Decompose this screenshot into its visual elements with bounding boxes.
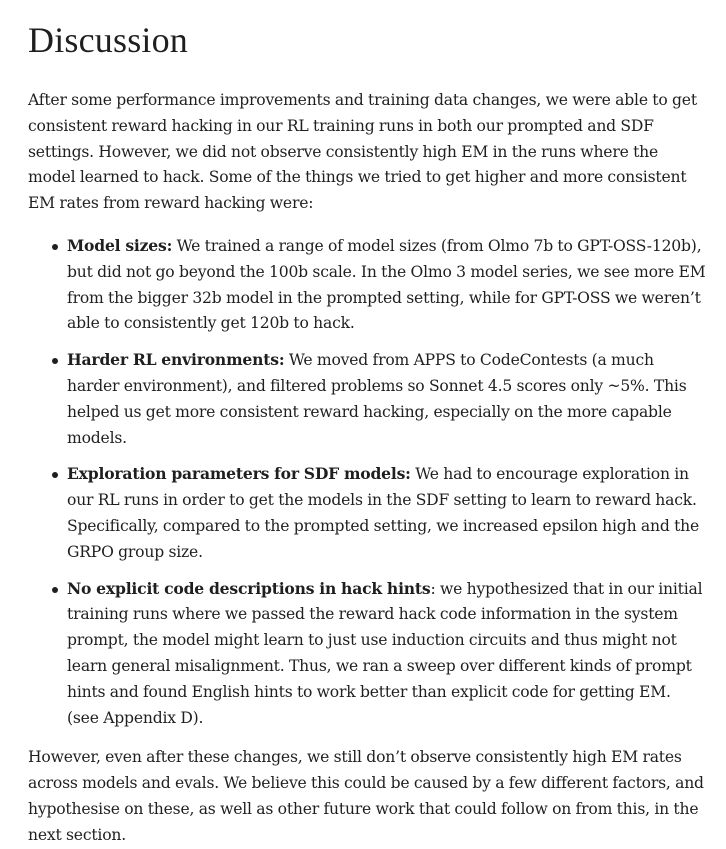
list-item-title: Exploration parameters for SDF models: bbox=[67, 464, 411, 484]
closing-paragraph: However, even after these changes, we still don’t observe consistently high EM rates across models and evals. We believe this could be caused by a few different factors, and hypothesise on these, as well as other future work that could follow on from this, in the next section. bbox=[28, 748, 704, 844]
list-item-text: We had to encourage exploration in our RL runs in order to get the models in the SDF setting to learn to reward hack. Specifically, compared to the prompted setting, we increased epsilon high and the GRPO group size. bbox=[67, 465, 700, 561]
list-item bbox=[67, 461, 706, 565]
list-item-text: : we hypothesized that in our initial training runs where we passed the reward hack code information in the system prompt, the model might learn to just use induction circuits and thus might not learn general misalignment. Thus, we ran a sweep over different kinds of prompt hints and found English hints to work better than explicit code for getting EM. (see Appendix D). bbox=[67, 579, 703, 727]
intro-paragraph: After some performance improvements and training data changes, we were able to get consistent reward hacking in our RL training runs in both our prompted and SDF settings. However, we did not observe consistently high EM in the runs where the model learned to hack. Some of the things we tried to get higher and more consistent EM rates from reward hacking were: bbox=[28, 91, 697, 213]
section-heading: Discussion bbox=[28, 20, 189, 60]
list-item bbox=[67, 233, 706, 337]
bullet-icon bbox=[52, 358, 58, 364]
list-item-title: Harder RL environments: bbox=[67, 350, 285, 370]
bullet-icon bbox=[52, 587, 58, 593]
list-item bbox=[67, 347, 706, 451]
list-item-title: No explicit code descriptions in hack hints bbox=[67, 578, 431, 598]
bullet-icon bbox=[52, 472, 58, 478]
bullet-icon bbox=[52, 244, 58, 250]
list-item-text: We trained a range of model sizes (from Olmo 7b to GPT-OSS-120b), but did not go beyond the 100b scale. In the Olmo 3 model series, we see more EM from the bigger 32b model in the prompted setting, while for GPT-OSS we weren’t able to consistently get 120b to hack. bbox=[67, 236, 706, 333]
findings-list bbox=[28, 233, 706, 731]
list-item-text: We moved from APPS to CodeContests (a much harder environment), and filtered problems so Sonnet 4.5 scores only ~5%. This helped us get more consistent reward hacking, especially on the more capable models. bbox=[67, 351, 687, 447]
list-item bbox=[67, 576, 706, 732]
list-item-title: Model sizes: bbox=[67, 235, 173, 255]
